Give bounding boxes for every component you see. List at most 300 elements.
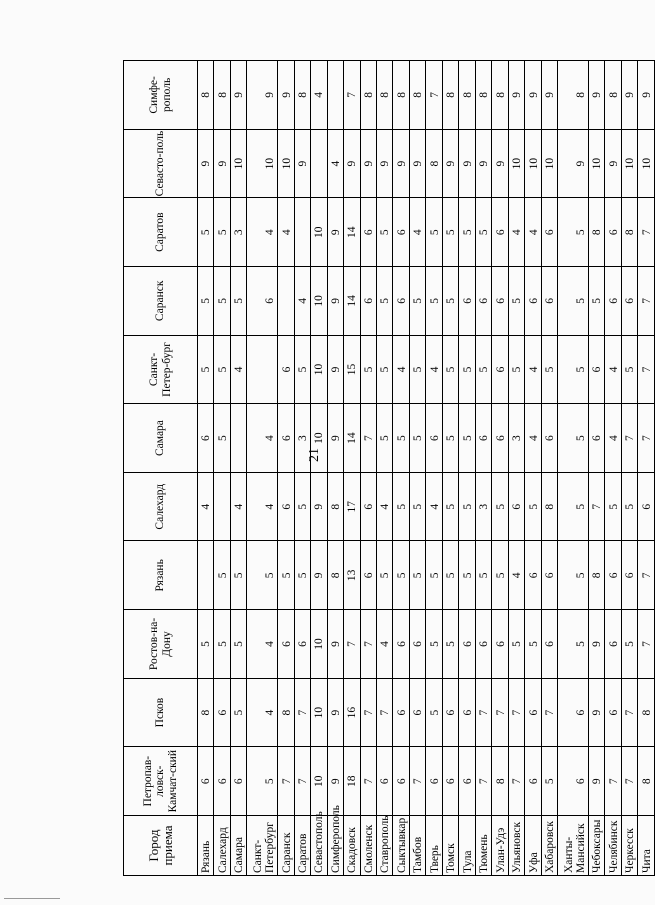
value-cell: 7 — [638, 541, 655, 610]
value-cell: 4 — [409, 198, 425, 267]
value-cell: 4 — [230, 472, 246, 541]
value-cell: 6 — [360, 541, 376, 610]
value-cell: 6 — [492, 335, 508, 404]
value-cell: 7 — [294, 747, 310, 816]
table-body — [198, 61, 655, 876]
value-cell: 7 — [541, 678, 557, 747]
city-cell: Ханты-Мансийск — [558, 816, 589, 876]
value-cell: 5 — [459, 404, 475, 473]
value-cell: 8 — [360, 61, 376, 130]
header-cell: Санкт-Петер-бург — [124, 335, 198, 404]
table-row — [508, 61, 524, 876]
value-cell: 5 — [558, 267, 589, 336]
value-cell: 10 — [311, 267, 327, 336]
value-cell: 4 — [508, 198, 524, 267]
value-cell: 6 — [605, 198, 621, 267]
value-cell: 4 — [247, 678, 278, 747]
value-cell: 5 — [508, 335, 524, 404]
city-cell: Рязань — [198, 816, 214, 876]
value-cell: 6 — [525, 267, 541, 336]
value-cell: 9 — [360, 129, 376, 198]
value-cell: 5 — [294, 541, 310, 610]
value-cell: 3 — [475, 472, 491, 541]
value-cell: 6 — [525, 747, 541, 816]
city-cell: Тверь — [426, 816, 442, 876]
value-cell: 5 — [558, 198, 589, 267]
page-number: 21 — [307, 448, 322, 462]
table-row — [492, 61, 508, 876]
value-cell: 6 — [541, 198, 557, 267]
city-cell: Улан-Удэ — [492, 816, 508, 876]
table-row — [588, 61, 604, 876]
value-cell: 5 — [442, 335, 458, 404]
value-cell: 14 — [344, 267, 360, 336]
value-cell: 6 — [278, 404, 294, 473]
value-cell: 4 — [426, 335, 442, 404]
value-cell: 8 — [393, 61, 409, 130]
value-cell: 6 — [409, 610, 425, 679]
value-cell: 5 — [426, 610, 442, 679]
value-cell: 9 — [327, 404, 343, 473]
travel-time-table — [123, 60, 655, 876]
value-cell: 7 — [492, 678, 508, 747]
value-cell: 5 — [558, 404, 589, 473]
value-cell: 9 — [327, 335, 343, 404]
value-cell: 4 — [230, 335, 246, 404]
value-cell: 4 — [525, 335, 541, 404]
table-row — [393, 61, 409, 876]
value-cell: 5 — [442, 198, 458, 267]
value-cell: 7 — [426, 61, 442, 130]
value-cell: 6 — [247, 267, 278, 336]
value-cell: 9 — [621, 61, 637, 130]
value-cell: 4 — [327, 129, 343, 198]
value-cell: 5 — [376, 198, 392, 267]
value-cell: 3 — [294, 404, 310, 473]
value-cell: 15 — [344, 335, 360, 404]
value-cell: 6 — [426, 404, 442, 473]
value-cell: 4 — [525, 404, 541, 473]
value-cell: 5 — [230, 610, 246, 679]
value-cell: 5 — [247, 541, 278, 610]
value-cell: 6 — [621, 541, 637, 610]
value-cell: 10 — [278, 129, 294, 198]
value-cell: 5 — [459, 198, 475, 267]
table-row — [278, 61, 294, 876]
value-cell: 5 — [508, 610, 524, 679]
value-cell: 8 — [475, 61, 491, 130]
value-cell: 8 — [198, 678, 214, 747]
city-cell: Тамбов — [409, 816, 425, 876]
value-cell: 6 — [214, 678, 230, 747]
value-cell: 5 — [409, 335, 425, 404]
value-cell — [214, 472, 230, 541]
value-cell: 6 — [558, 678, 589, 747]
value-cell: 7 — [475, 747, 491, 816]
city-cell: Симферополь — [327, 816, 343, 876]
value-cell: 5 — [558, 335, 589, 404]
value-cell: 6 — [393, 747, 409, 816]
value-cell: 9 — [327, 267, 343, 336]
value-cell: 10 — [311, 198, 327, 267]
table-header-row — [124, 61, 198, 876]
header-cell: Город приема — [124, 816, 198, 876]
value-cell: 4 — [311, 61, 327, 130]
value-cell: 6 — [588, 335, 604, 404]
value-cell: 5 — [376, 541, 392, 610]
value-cell: 10 — [230, 129, 246, 198]
value-cell: 8 — [327, 472, 343, 541]
value-cell: 14 — [344, 404, 360, 473]
value-cell: 6 — [393, 610, 409, 679]
value-cell: 6 — [525, 541, 541, 610]
value-cell: 18 — [344, 747, 360, 816]
value-cell: 6 — [278, 472, 294, 541]
value-cell: 9 — [638, 61, 655, 130]
value-cell: 8 — [278, 678, 294, 747]
value-cell: 9 — [247, 61, 278, 130]
value-cell: 5 — [475, 198, 491, 267]
value-cell: 6 — [459, 267, 475, 336]
value-cell: 8 — [492, 61, 508, 130]
value-cell: 8 — [558, 61, 589, 130]
value-cell — [198, 541, 214, 610]
value-cell: 10 — [311, 678, 327, 747]
header-cell: Симфе-рополь — [124, 61, 198, 130]
value-cell: 9 — [508, 61, 524, 130]
value-cell: 9 — [475, 129, 491, 198]
value-cell: 6 — [475, 267, 491, 336]
value-cell: 6 — [492, 404, 508, 473]
value-cell: 4 — [376, 610, 392, 679]
value-cell: 5 — [442, 404, 458, 473]
header-cell: Петропав-ловск-Камчат-ский — [124, 747, 198, 816]
value-cell: 7 — [621, 747, 637, 816]
header-cell: Самара — [124, 404, 198, 473]
value-cell: 8 — [327, 541, 343, 610]
value-cell: 4 — [247, 610, 278, 679]
value-cell: 5 — [198, 610, 214, 679]
footer-rule — [4, 898, 60, 899]
value-cell: 5 — [426, 267, 442, 336]
value-cell: 6 — [541, 267, 557, 336]
value-cell: 7 — [638, 610, 655, 679]
value-cell: 5 — [294, 335, 310, 404]
value-cell: 9 — [393, 129, 409, 198]
value-cell: 4 — [393, 335, 409, 404]
value-cell: 4 — [247, 198, 278, 267]
value-cell: 5 — [214, 267, 230, 336]
table-row — [475, 61, 491, 876]
value-cell: 10 — [311, 610, 327, 679]
value-cell: 4 — [508, 541, 524, 610]
value-cell: 6 — [621, 267, 637, 336]
value-cell: 9 — [214, 129, 230, 198]
value-cell: 4 — [278, 198, 294, 267]
value-cell: 10 — [311, 404, 327, 473]
value-cell: 9 — [327, 198, 343, 267]
value-cell: 7 — [360, 678, 376, 747]
value-cell: 8 — [621, 198, 637, 267]
value-cell: 6 — [638, 472, 655, 541]
value-cell: 9 — [311, 541, 327, 610]
value-cell: 6 — [426, 747, 442, 816]
value-cell: 10 — [541, 129, 557, 198]
value-cell — [294, 198, 310, 267]
value-cell: 6 — [588, 404, 604, 473]
value-cell: 6 — [459, 610, 475, 679]
value-cell: 8 — [214, 61, 230, 130]
value-cell: 8 — [409, 61, 425, 130]
table-row — [442, 61, 458, 876]
value-cell: 4 — [426, 472, 442, 541]
value-cell: 3 — [508, 404, 524, 473]
city-cell: Ставрополь — [376, 816, 392, 876]
value-cell: 5 — [621, 335, 637, 404]
value-cell: 7 — [360, 610, 376, 679]
value-cell: 6 — [541, 541, 557, 610]
value-cell: 8 — [426, 129, 442, 198]
value-cell: 5 — [393, 472, 409, 541]
header-cell: Рязань — [124, 541, 198, 610]
value-cell: 10 — [311, 747, 327, 816]
value-cell: 5 — [230, 267, 246, 336]
value-cell: 5 — [621, 472, 637, 541]
table-row — [327, 61, 343, 876]
value-cell: 8 — [492, 747, 508, 816]
value-cell: 6 — [459, 678, 475, 747]
value-cell: 5 — [426, 678, 442, 747]
value-cell: 6 — [605, 541, 621, 610]
table-row — [605, 61, 621, 876]
value-cell: 8 — [198, 61, 214, 130]
value-cell: 10 — [588, 129, 604, 198]
value-cell: 6 — [198, 747, 214, 816]
value-cell: 5 — [393, 404, 409, 473]
city-cell: Черкесск — [621, 816, 637, 876]
table-row — [198, 61, 214, 876]
value-cell: 9 — [525, 61, 541, 130]
value-cell: 17 — [344, 472, 360, 541]
value-cell: 5 — [294, 472, 310, 541]
city-cell: Тюмень — [475, 816, 491, 876]
value-cell: 6 — [442, 678, 458, 747]
value-cell: 5 — [442, 472, 458, 541]
value-cell: 5 — [558, 610, 589, 679]
value-cell: 5 — [409, 404, 425, 473]
value-cell: 5 — [475, 541, 491, 610]
value-cell: 5 — [393, 541, 409, 610]
value-cell: 6 — [541, 610, 557, 679]
table-row — [360, 61, 376, 876]
value-cell: 6 — [376, 747, 392, 816]
value-cell: 8 — [442, 61, 458, 130]
value-cell: 4 — [605, 404, 621, 473]
value-cell: 14 — [344, 198, 360, 267]
table-row — [426, 61, 442, 876]
value-cell: 6 — [278, 335, 294, 404]
value-cell: 6 — [459, 747, 475, 816]
value-cell: 6 — [393, 678, 409, 747]
city-cell: Самара — [230, 816, 246, 876]
value-cell: 5 — [558, 472, 589, 541]
table-row — [459, 61, 475, 876]
value-cell: 7 — [344, 61, 360, 130]
value-cell: 9 — [311, 472, 327, 541]
table-row — [558, 61, 589, 876]
city-cell: Чита — [638, 816, 655, 876]
value-cell: 4 — [198, 472, 214, 541]
table-row — [294, 61, 310, 876]
value-cell: 5 — [230, 541, 246, 610]
value-cell: 6 — [605, 267, 621, 336]
value-cell: 5 — [492, 541, 508, 610]
table-row — [344, 61, 360, 876]
table-row — [311, 61, 327, 876]
value-cell: 5 — [214, 404, 230, 473]
value-cell: 9 — [492, 129, 508, 198]
value-cell: 4 — [294, 267, 310, 336]
value-cell: 7 — [588, 472, 604, 541]
value-cell: 7 — [294, 678, 310, 747]
city-cell: Севастополь — [311, 816, 327, 876]
value-cell: 5 — [459, 335, 475, 404]
value-cell: 6 — [393, 198, 409, 267]
value-cell: 5 — [541, 747, 557, 816]
value-cell: 8 — [459, 61, 475, 130]
value-cell: 10 — [311, 335, 327, 404]
value-cell: 5 — [442, 541, 458, 610]
value-cell: 8 — [605, 61, 621, 130]
value-cell: 7 — [360, 404, 376, 473]
value-cell: 5 — [214, 541, 230, 610]
value-cell: 5 — [360, 335, 376, 404]
city-cell: Хабаровск — [541, 816, 557, 876]
value-cell: 7 — [360, 747, 376, 816]
header-cell: Ростов-на-Дону — [124, 610, 198, 679]
value-cell: 9 — [278, 61, 294, 130]
value-cell: 9 — [558, 129, 589, 198]
value-cell: 5 — [247, 747, 278, 816]
table-row — [638, 61, 655, 876]
value-cell: 10 — [247, 129, 278, 198]
value-cell: 6 — [198, 404, 214, 473]
value-cell: 8 — [541, 472, 557, 541]
table-row — [409, 61, 425, 876]
value-cell: 5 — [376, 404, 392, 473]
value-cell: 6 — [525, 678, 541, 747]
value-cell: 9 — [294, 129, 310, 198]
city-cell: Тула — [459, 816, 475, 876]
value-cell: 6 — [294, 610, 310, 679]
value-cell: 5 — [230, 678, 246, 747]
value-cell: 8 — [376, 61, 392, 130]
header-cell: Саранск — [124, 267, 198, 336]
value-cell: 9 — [605, 129, 621, 198]
value-cell: 8 — [638, 678, 655, 747]
value-cell: 6 — [442, 747, 458, 816]
value-cell: 5 — [409, 541, 425, 610]
value-cell: 5 — [426, 198, 442, 267]
city-cell: Ульяновск — [508, 816, 524, 876]
value-cell: 4 — [525, 198, 541, 267]
value-cell: 6 — [230, 747, 246, 816]
value-cell: 6 — [360, 267, 376, 336]
value-cell: 6 — [475, 610, 491, 679]
city-cell: Салехард — [214, 816, 230, 876]
value-cell: 5 — [442, 267, 458, 336]
value-cell: 5 — [376, 335, 392, 404]
value-cell: 5 — [475, 335, 491, 404]
value-cell: 4 — [376, 472, 392, 541]
value-cell: 7 — [605, 747, 621, 816]
value-cell: 6 — [409, 678, 425, 747]
value-cell: 6 — [492, 610, 508, 679]
value-cell: 10 — [508, 129, 524, 198]
value-cell: 5 — [508, 267, 524, 336]
city-cell: Уфа — [525, 816, 541, 876]
value-cell: 6 — [360, 472, 376, 541]
value-cell: 9 — [230, 61, 246, 130]
header-cell: Саратов — [124, 198, 198, 267]
value-cell: 7 — [638, 267, 655, 336]
value-cell: 5 — [525, 610, 541, 679]
value-cell: 5 — [621, 610, 637, 679]
city-cell: Смоленск — [360, 816, 376, 876]
header-cell: Псков — [124, 678, 198, 747]
table-row — [621, 61, 637, 876]
value-cell: 9 — [327, 610, 343, 679]
value-cell: 9 — [541, 61, 557, 130]
value-cell: 5 — [459, 541, 475, 610]
city-cell: Саратов — [294, 816, 310, 876]
table-row — [525, 61, 541, 876]
value-cell: 9 — [459, 129, 475, 198]
value-cell: 6 — [492, 198, 508, 267]
value-cell: 7 — [376, 678, 392, 747]
value-cell — [278, 267, 294, 336]
value-cell: 5 — [409, 472, 425, 541]
value-cell: 8 — [638, 747, 655, 816]
value-cell: 5 — [198, 198, 214, 267]
value-cell: 9 — [588, 61, 604, 130]
value-cell: 6 — [360, 198, 376, 267]
value-cell: 7 — [409, 747, 425, 816]
header-cell: Севасто-поль — [124, 129, 198, 198]
value-cell: 7 — [344, 610, 360, 679]
value-cell: 6 — [475, 404, 491, 473]
table-row — [541, 61, 557, 876]
value-cell: 4 — [247, 404, 278, 473]
value-cell: 8 — [588, 198, 604, 267]
value-cell: 7 — [508, 747, 524, 816]
value-cell: 9 — [588, 610, 604, 679]
rotated-table-container — [123, 60, 655, 876]
value-cell: 5 — [214, 335, 230, 404]
value-cell: 7 — [638, 335, 655, 404]
value-cell — [247, 335, 278, 404]
value-cell: 8 — [588, 541, 604, 610]
value-cell: 7 — [475, 678, 491, 747]
value-cell: 5 — [525, 472, 541, 541]
value-cell — [311, 129, 327, 198]
value-cell: 5 — [376, 267, 392, 336]
value-cell: 5 — [492, 472, 508, 541]
value-cell: 7 — [508, 678, 524, 747]
value-cell: 9 — [327, 747, 343, 816]
value-cell: 7 — [638, 404, 655, 473]
value-cell: 5 — [588, 267, 604, 336]
